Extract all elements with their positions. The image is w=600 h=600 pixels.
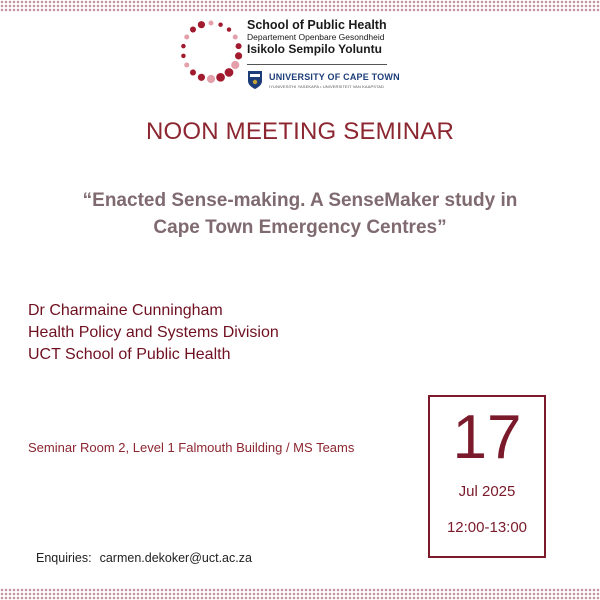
school-logo [176, 16, 406, 98]
logo-dot [184, 62, 189, 67]
logo-dot [198, 74, 205, 81]
logo-divider [247, 64, 387, 65]
dotted-ring-logo-icon [176, 16, 246, 86]
logo-dot [190, 27, 196, 33]
logo-dot [198, 21, 205, 28]
logo-dot [181, 44, 185, 48]
logo-dot [184, 34, 189, 39]
bottom-dotted-border [0, 588, 600, 600]
university-translations: IYUNIVESITHI YASEKAPA • UNIVERSITEIT VAN KAAPSTAD [269, 84, 384, 89]
speaker-affiliation: UCT School of Public Health [28, 346, 231, 363]
logo-dot [207, 75, 215, 83]
speaker-block [28, 300, 279, 366]
seminar-topic [40, 187, 560, 241]
department-afrikaans: Departement Openbare Gesondheid [247, 32, 385, 42]
date-month-year: Jul 2025 [458, 483, 516, 500]
logo-dot [233, 34, 238, 39]
top-dotted-border [0, 0, 600, 12]
logo-dot [225, 68, 234, 77]
date-box [428, 395, 546, 558]
logo-dot [216, 73, 225, 82]
speaker-name: Dr Charmaine Cunningham [28, 302, 223, 319]
date-time: 12:00-13:00 [446, 519, 528, 536]
logo-dot [231, 61, 239, 69]
logo-dot [190, 69, 196, 75]
venue: Seminar Room 2, Level 1 Falmouth Building / MS Teams [28, 440, 355, 455]
logo-dot [208, 20, 213, 25]
university-name: UNIVERSITY OF CAPE TOWN [269, 72, 400, 82]
logo-dot [236, 43, 242, 49]
uct-logo [247, 64, 407, 98]
school-name-block [247, 18, 407, 56]
logo-dot [181, 54, 185, 58]
topic-line-1: “Enacted Sense-making. A SenseMaker study in [82, 190, 518, 211]
enquiries-email-link[interactable]: carmen.dekoker@uct.ac.za [99, 551, 252, 565]
uct-crest-icon [247, 70, 263, 90]
logo-dot [218, 22, 222, 26]
enquiries-label: Enquiries: [36, 551, 92, 565]
date-day: 17 [452, 403, 522, 472]
speaker-division: Health Policy and Systems Division [28, 324, 279, 341]
logo-dot [235, 52, 242, 59]
topic-line-2: Cape Town Emergency Centres” [153, 217, 447, 238]
page-title: NOON MEETING SEMINAR [145, 118, 455, 145]
logo-dot [227, 27, 231, 31]
school-name: School of Public Health [247, 18, 387, 32]
enquiries [36, 551, 252, 565]
school-name-xhosa: Isikolo Sempilo Yoluntu [247, 42, 382, 56]
